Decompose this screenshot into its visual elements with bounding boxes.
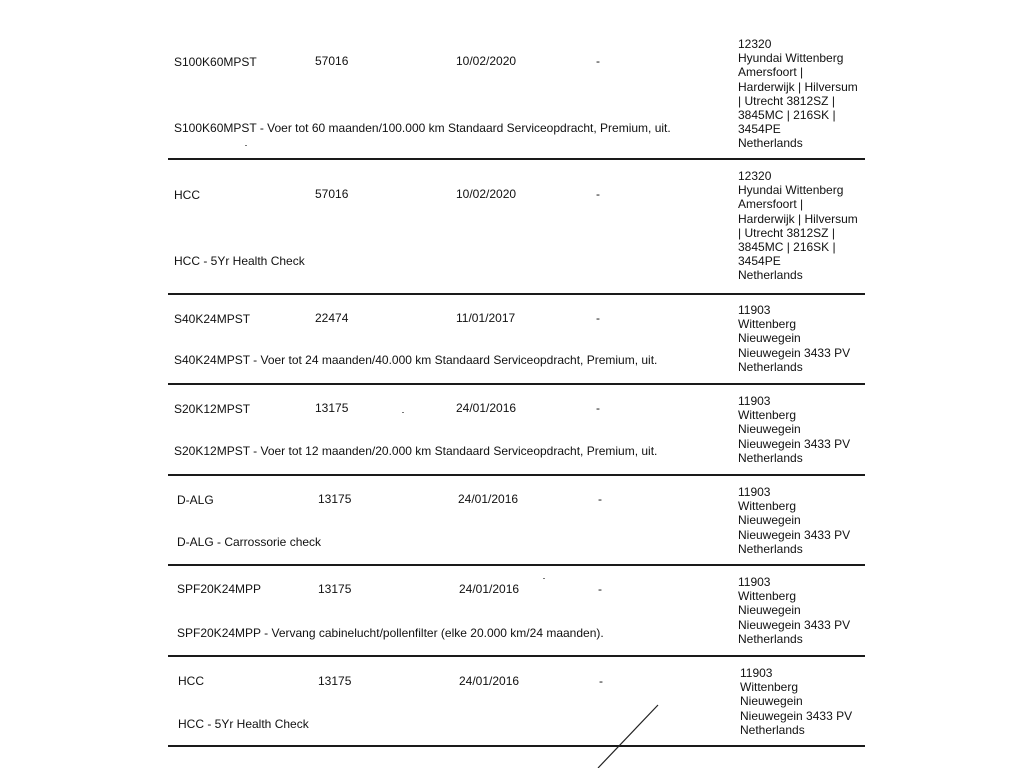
dealer-name: Wittenberg — [738, 317, 797, 332]
empty-value-dash: - — [599, 674, 603, 688]
dealer-country: Netherlands — [738, 541, 803, 556]
dealer-address-line: 3845MC | 216SK | — [738, 240, 836, 255]
dealer-address-line: 3454PE — [738, 122, 781, 137]
dealer-country: Netherlands — [738, 136, 803, 151]
dealer-address-line: Amersfoort | — [738, 197, 804, 212]
mileage: 13175 — [315, 401, 349, 415]
dealer-number: 11903 — [738, 575, 771, 589]
service-description: HCC - 5Yr Health Check — [178, 717, 309, 731]
dealer-name: Wittenberg — [740, 680, 799, 695]
dealer-country: Netherlands — [738, 631, 803, 646]
service-code: D-ALG — [177, 493, 214, 507]
dealer-country: Netherlands — [738, 450, 803, 465]
dealer-address-line: Nieuwegein — [738, 422, 801, 437]
service-code: S20K12MPST — [174, 402, 251, 416]
service-description: D-ALG - Carrossorie check — [177, 535, 322, 549]
empty-value-dash: - — [598, 492, 602, 506]
service-code: S40K24MPST — [174, 312, 251, 326]
empty-value-dash: - — [596, 311, 600, 325]
dealer-address-line: Nieuwegein 3433 PV — [738, 436, 851, 451]
service-date: 10/02/2020 — [456, 54, 517, 68]
dealer-address-line: Nieuwegein 3433 PV — [738, 527, 851, 542]
dealer-address-line: 3845MC | 216SK | — [738, 108, 836, 123]
scan-speck — [245, 145, 247, 146]
scan-speck — [402, 412, 404, 413]
scan-speck — [543, 578, 545, 579]
dealer-address-line: Nieuwegein — [738, 331, 801, 346]
dealer-address-line: 3454PE — [738, 254, 781, 269]
service-description: S40K24MPST - Voer tot 24 maanden/40.000 km Standaard Serviceopdracht, Premium, uit. — [174, 353, 658, 367]
service-description: HCC - 5Yr Health Check — [174, 254, 305, 268]
empty-value-dash: - — [598, 582, 602, 596]
empty-value-dash: - — [596, 54, 600, 68]
service-code: HCC — [178, 674, 204, 688]
dealer-name: Wittenberg — [738, 408, 797, 423]
dealer-address-line: Nieuwegein — [738, 603, 801, 618]
dealer-number: 12320 — [738, 169, 772, 183]
dealer-address-line: Harderwijk | Hilversum — [738, 79, 858, 94]
dealer-country: Netherlands — [740, 722, 805, 737]
dealer-number: 11903 — [740, 666, 773, 680]
service-date: 24/01/2016 — [456, 401, 517, 415]
dealer-country: Netherlands — [738, 268, 803, 283]
dealer-number: 11903 — [738, 394, 771, 408]
dealer-address-line: | Utrecht 3812SZ | — [738, 93, 835, 108]
mileage: 57016 — [315, 187, 349, 201]
dealer-address-line: Nieuwegein 3433 PV — [740, 708, 853, 723]
service-description: S100K60MPST - Voer tot 60 maanden/100.000 km Standaard Serviceopdracht, Premium, uit. — [174, 121, 671, 135]
service-date: 11/01/2017 — [456, 311, 516, 325]
empty-value-dash: - — [596, 401, 600, 415]
empty-value-dash: - — [596, 187, 600, 201]
mileage: 13175 — [318, 674, 352, 688]
dealer-address-line: Nieuwegein — [738, 513, 801, 528]
mileage: 57016 — [315, 54, 349, 68]
dealer-number: 12320 — [738, 37, 772, 51]
dealer-name: Wittenberg — [738, 589, 797, 604]
service-date: 24/01/2016 — [459, 582, 520, 596]
service-code: S100K60MPST — [174, 55, 257, 69]
mileage: 13175 — [318, 492, 352, 506]
dealer-name: Hyundai Wittenberg — [738, 183, 844, 198]
dealer-number: 11903 — [738, 485, 771, 499]
service-date: 24/01/2016 — [458, 492, 519, 506]
service-description: S20K12MPST - Voer tot 12 maanden/20.000 km Standaard Serviceopdracht, Premium, uit. — [174, 444, 658, 458]
service-code: SPF20K24MPP — [177, 582, 262, 596]
dealer-address-line: Harderwijk | Hilversum — [738, 211, 858, 226]
service-description: SPF20K24MPP - Vervang cabinelucht/pollenfilter (elke 20.000 km/24 maanden). — [177, 626, 604, 640]
dealer-name: Wittenberg — [738, 499, 797, 514]
dealer-address-line: Nieuwegein 3433 PV — [738, 617, 851, 632]
dealer-address-line: | Utrecht 3812SZ | — [738, 225, 835, 240]
service-code: HCC — [174, 188, 200, 202]
mileage: 22474 — [315, 311, 349, 325]
dealer-address-line: Amersfoort | — [738, 65, 804, 80]
dealer-number: 11903 — [738, 303, 771, 317]
service-date: 24/01/2016 — [459, 674, 520, 688]
dealer-address-line: Nieuwegein — [740, 694, 803, 709]
dealer-country: Netherlands — [738, 359, 803, 374]
dealer-name: Hyundai Wittenberg — [738, 51, 844, 66]
dealer-address-line: Nieuwegein 3433 PV — [738, 345, 851, 360]
mileage: 13175 — [318, 582, 352, 596]
service-date: 10/02/2020 — [456, 187, 517, 201]
